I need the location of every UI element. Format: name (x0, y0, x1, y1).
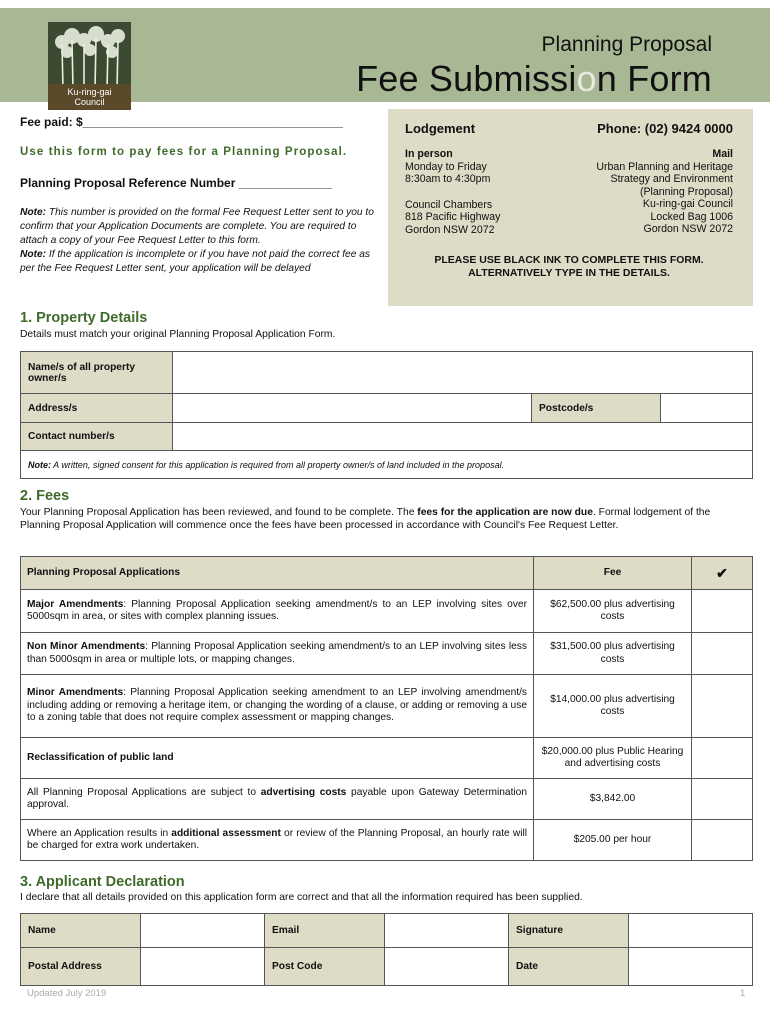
owners-label: Name/s of all property owner/s (21, 352, 173, 394)
postal-address-input[interactable] (141, 948, 265, 986)
fees-section-desc: Your Planning Proposal Application has been reviewed, and found to be complete. The fees for the application are now due. Formal lodgement of the Planning Proposal Application will commence once the fees have been processed in accordance with Council's Fee Request Letter. (20, 507, 711, 531)
fee-row-checkbox[interactable] (692, 738, 753, 779)
postcode-input[interactable] (661, 394, 753, 423)
mail-column: Mail Urban Planning and Heritage Strategy and Environment (Planning Proposal) Ku-ring-gai Council Locked Bag 1006 Gordon NSW 2072 (596, 148, 733, 235)
fee-row-amount: $31,500.00 plus advertising costs (534, 633, 692, 675)
fees-col-applications: Planning Proposal Applications (21, 557, 534, 590)
fee-row-amount: $14,000.00 plus advertising costs (534, 675, 692, 738)
declaration-section-title: 3. Applicant Declaration (20, 874, 185, 890)
lodgement-box (388, 109, 753, 306)
in-person-column: In person Monday to Friday 8:30am to 4:30pm Council Chambers 818 Pacific Highway Gordon NSW 2072 (405, 148, 501, 236)
council-logo (48, 22, 131, 110)
consent-note: Note: A written, signed consent for this application is required from all property owner/s of land included in the proposal. (21, 451, 753, 479)
fee-row-desc: Non Minor Amendments: Planning Proposal Application seeking amendment/s to an LEP involving sites less than 5000sqm in area or multiple lots, or mapping changes. (21, 633, 534, 675)
post-code-input[interactable] (385, 948, 509, 986)
property-section-desc: Details must match your original Planning Proposal Application Form. (20, 329, 336, 340)
address-label: Address/s (21, 394, 173, 423)
fee-row-amount: $3,842.00 (534, 779, 692, 820)
name-input[interactable] (141, 914, 265, 948)
fee-row-checkbox[interactable] (692, 820, 753, 861)
fee-row-checkbox[interactable] (692, 590, 753, 633)
fee-row-checkbox[interactable] (692, 633, 753, 675)
postal-address-label: Postal Address (21, 948, 141, 986)
name-label: Name (21, 914, 141, 948)
property-table (20, 351, 753, 479)
fee-row-desc: Reclassification of public land (21, 738, 534, 779)
declaration-section-desc: I declare that all details provided on this application form are correct and that all the information required has been supplied. (20, 892, 583, 903)
signature-input[interactable] (629, 914, 753, 948)
date-label: Date (509, 948, 629, 986)
owners-input[interactable] (173, 352, 753, 394)
intro-note: Note: This number is provided on the formal Fee Request Letter sent to you to confirm that your Application Documents are complete. You are required to attach a copy of your Fee Request Letter to this form. Note: If the application is incomplete or if you have not paid the correct fee as per the Fee Request Letter sent, your application will be delayed (20, 207, 374, 274)
use-form-text: Use this form to pay fees for a Planning Proposal. (20, 146, 348, 158)
fee-row (21, 590, 753, 633)
fee-row (21, 779, 753, 820)
signature-label: Signature (509, 914, 629, 948)
date-input[interactable] (629, 948, 753, 986)
email-label: Email (265, 914, 385, 948)
fees-table (20, 556, 753, 861)
declaration-table (20, 913, 753, 986)
property-section-title: 1. Property Details (20, 310, 148, 326)
email-input[interactable] (385, 914, 509, 948)
contact-input[interactable] (173, 423, 753, 451)
fee-row-desc: Major Amendments: Planning Proposal Application seeking amendment/s to an LEP involving sites over 5000sqm in area, or sites with complex planning issues. (21, 590, 534, 633)
fee-row-amount: $20,000.00 plus Public Hearing and advertising costs (534, 738, 692, 779)
contact-label: Contact number/s (21, 423, 173, 451)
logo-text: Ku-ring-gai Council (67, 87, 112, 107)
lodgement-phone: Phone: (02) 9424 0000 (597, 121, 733, 136)
intro-section (20, 115, 375, 276)
header-banner (0, 8, 770, 107)
ink-warning: PLEASE USE BLACK INK TO COMPLETE THIS FORM. ALTERNATIVELY TYPE IN THE DETAILS. (434, 254, 704, 279)
fee-row-desc: Minor Amendments: Planning Proposal Application seeking amendment to an LEP involving amendment/s including adding or removing a heritage item, or changing the wording of a clause, or adding or removing a use to a zoning table that does not require complex assessment or mapping changes. (21, 675, 534, 738)
updated-footer: Updated July 2019 (27, 988, 107, 999)
fees-col-fee: Fee (534, 557, 692, 590)
fee-row-amount: $62,500.00 plus advertising costs (534, 590, 692, 633)
postcode-label: Postcode/s (532, 394, 661, 423)
fees-col-check: ✔ (692, 557, 753, 590)
fee-row-checkbox[interactable] (692, 675, 753, 738)
lodgement-title: Lodgement (405, 121, 476, 136)
form-title: Fee Submission Form (356, 58, 712, 99)
reference-number-field[interactable]: Planning Proposal Reference Number ______________ (20, 176, 333, 190)
fee-row (21, 675, 753, 738)
fee-row-desc: Where an Application results in additional assessment or review of the Planning Proposal, an hourly rate will be charged for extra work undertaken. (21, 820, 534, 861)
fee-row-desc: All Planning Proposal Applications are subject to advertising costs payable upon Gateway Determination approval. (21, 779, 534, 820)
form-subtitle: Planning Proposal (541, 33, 712, 56)
fee-row (21, 738, 753, 779)
fee-paid-field[interactable]: Fee paid: $_______________________________________ (20, 115, 343, 129)
fee-row-amount: $205.00 per hour (534, 820, 692, 861)
fee-row (21, 820, 753, 861)
page-number: 1 (740, 988, 746, 999)
fee-row (21, 633, 753, 675)
fee-row-checkbox[interactable] (692, 779, 753, 820)
fees-section-title: 2. Fees (20, 488, 70, 504)
post-code-label: Post Code (265, 948, 385, 986)
address-input[interactable] (173, 394, 532, 423)
